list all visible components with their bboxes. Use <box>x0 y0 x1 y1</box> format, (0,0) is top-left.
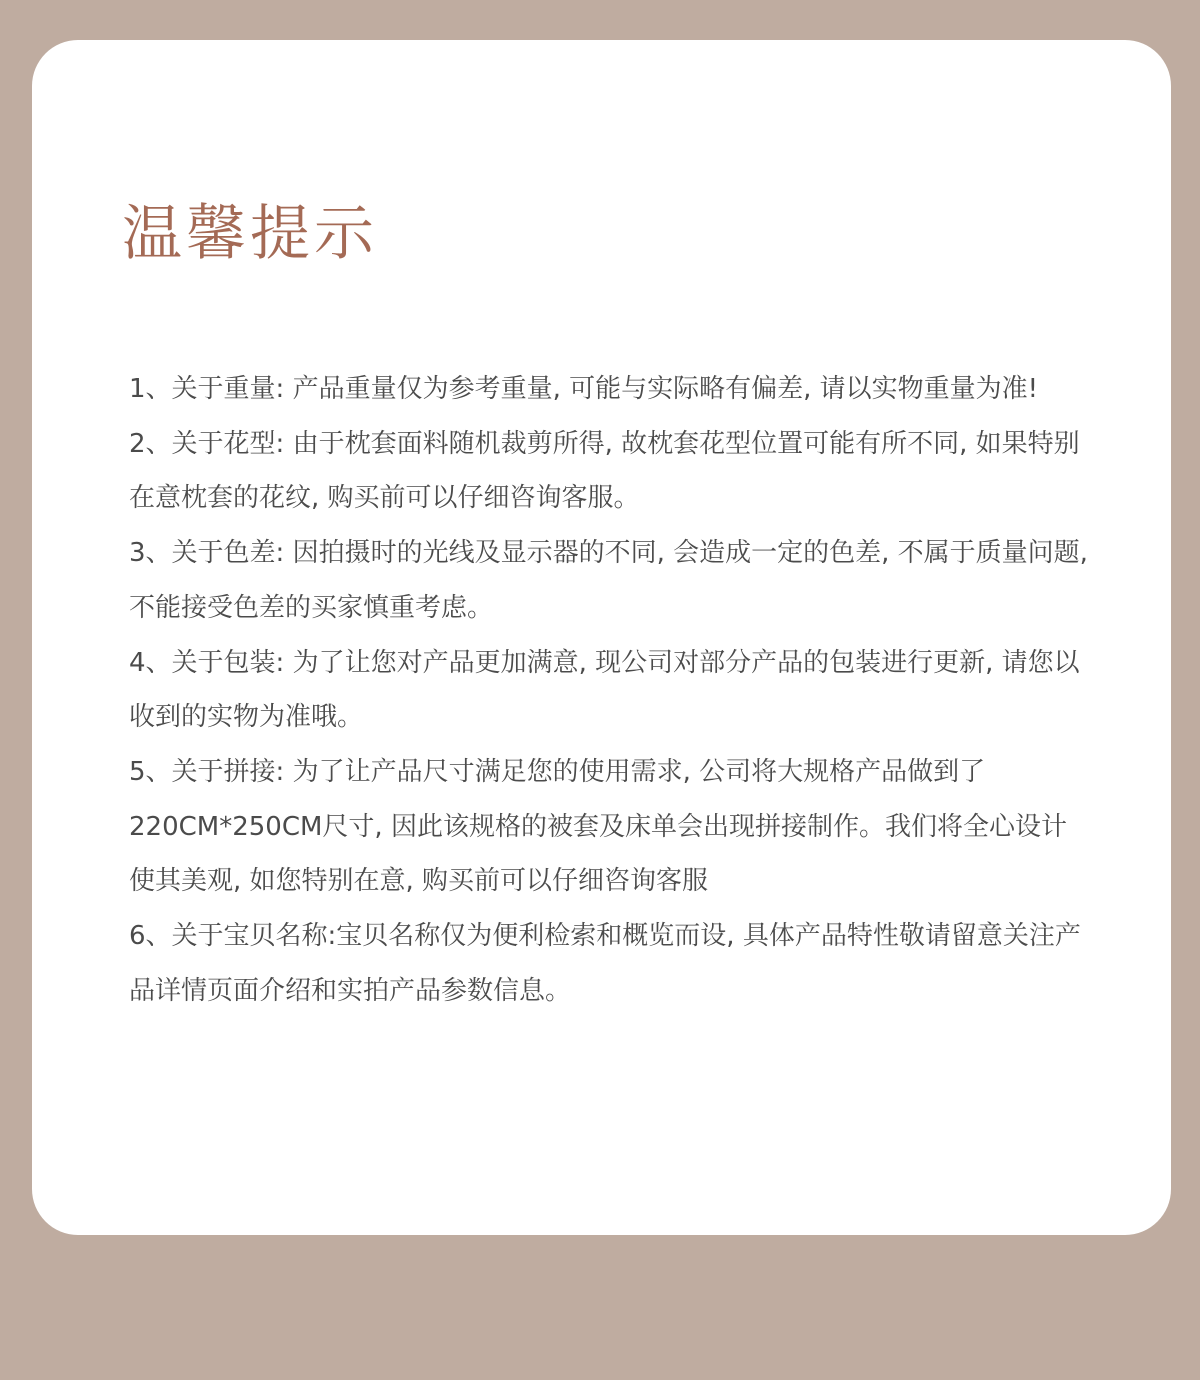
tips-list <box>129 362 1089 1018</box>
tip-item-packaging: 4、关于包装: 为了让您对产品更加满意, 现公司对部分产品的包装进行更新, 请您以收到的实物为准哦。 <box>129 647 1080 733</box>
tip-item-splicing: 5、关于拼接: 为了让产品尺寸满足您的使用需求, 公司将大规格产品做到了220CM*250CM尺寸, 因此该规格的被套及床单会出现拼接制作。我们将全心设计使其美观, 如您特别在意, 购买前可以仔细咨询客服 <box>129 756 1067 897</box>
tip-item-weight: 1、关于重量: 产品重量仅为参考重量, 可能与实际略有偏差, 请以实物重量为准! <box>129 374 1039 404</box>
tip-item-product-name: 6、关于宝贝名称:宝贝名称仅为便利检索和概览而设, 具体产品特性敬请留意关注产品详情页面介绍和实拍产品参数信息。 <box>129 921 1081 1006</box>
notice-title: 温馨提示 <box>122 199 378 269</box>
tip-item-color: 3、关于色差: 因拍摄时的光线及显示器的不同, 会造成一定的色差, 不属于质量问题, 不能接受色差的买家慎重考虑。 <box>129 538 1088 623</box>
tip-item-pattern: 2、关于花型: 由于枕套面料随机裁剪所得, 故枕套花型位置可能有所不同, 如果特别在意枕套的花纹, 购买前可以仔细咨询客服。 <box>129 428 1080 514</box>
notice-card <box>32 40 1171 1235</box>
